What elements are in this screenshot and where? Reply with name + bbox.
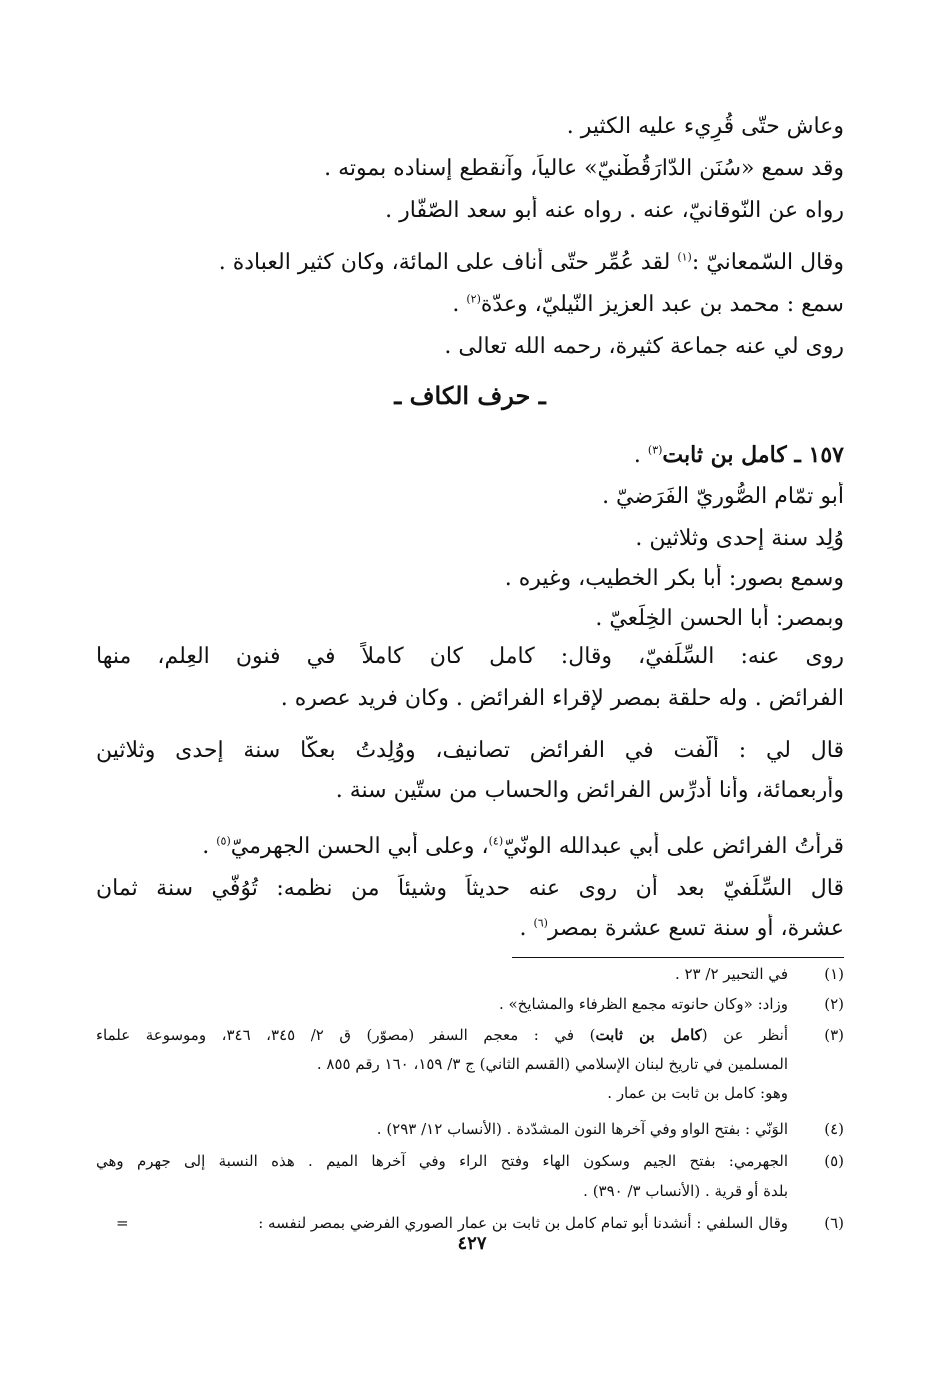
footnote-text (96, 1023, 788, 1047)
text-line: وقد سمع «سُنَن الدّارَقُطْنيّ» عالياً، وآنقطع إسناده بموته . (324, 156, 844, 181)
footnote-ref: (١) (677, 250, 692, 264)
footnote-number: (٣) (824, 1026, 844, 1044)
section-heading: ـ حرف الكاف ـ (394, 381, 546, 410)
text-line (96, 832, 844, 864)
footnote-text-cont: وهو: كامل بن ثابت بن عمار . (607, 1084, 788, 1102)
text-segment: ، وعلى أبي الحسن الجهرميّ (230, 834, 489, 859)
text-segment: سمع : محمد بن عبد العزيز النّيليّ، وعدّة (480, 292, 844, 317)
footnote-text: الجهرمي: بفتح الجيم وسكون الهاء وفتح الراء وفي آخرها الميم . هذه النسبة إلى جهرم وهي (96, 1152, 788, 1170)
footnote-number: (١) (824, 965, 844, 983)
footnote-number: (٦) (824, 1214, 844, 1232)
footnote-text: في التحبير ٢/ ٢٣ . (674, 965, 788, 983)
text-line: قال لي : أُلّفت في الفرائض تصانيف، ووُلِدتُ بعكّا سنة إحدى وثلاثين (96, 738, 844, 763)
text-line (96, 290, 844, 322)
footnote-text: الوَنّي : بفتح الواو وفي آخرها النون المشدّدة . (الأنساب ١٢/ ٢٩٣) . (376, 1120, 788, 1138)
entry-title-line (96, 440, 844, 472)
text-line: وسمع بصور: أبا بكر الخطيب، وغيره . (504, 566, 844, 591)
text-line: أبو تمّام الصُّوريّ الفَرَضيّ . (602, 484, 844, 509)
text-segment: . (452, 292, 467, 317)
text-segment: . (519, 916, 534, 941)
footnote-text: وزاد: «وكان حانوته مجمع الظرفاء والمشايخ» . (498, 995, 788, 1013)
footnote-bold-name: كامل بن ثابت (595, 1026, 702, 1044)
text-line: رواه عن النّوقانيّ، عنه . رواه عنه أبو سعد الصّفّار . (385, 198, 844, 223)
text-segment: . (202, 834, 217, 859)
footnote-text-cont: بلدة أو قرية . (الأنساب ٣/ ٣٩٠) . (583, 1182, 788, 1200)
text-segment: قرأتُ الفرائض على أبي عبدالله الونّيّ (503, 834, 844, 859)
text-segment: لقد عُمِّر حتّى أناف على المائة، وكان كثير العبادة . (218, 250, 678, 275)
footnote-number: (٥) (824, 1152, 844, 1170)
footnote-ref: (٢) (466, 292, 481, 306)
text-line: وأربعمائة، وأنا أدرِّس الفرائض والحساب من ستّين سنة . (335, 778, 844, 803)
footnote-text-cont: المسلمين في تاريخ لبنان الإسلامي (القسم الثاني) ج ٣/ ١٥٩، ١٦٠ رقم ٨٥٥ . (316, 1055, 788, 1073)
footnote-ref: (٤) (488, 834, 504, 848)
footnote-text: وقال السلفي : أنشدنا أبو تمام كامل بن ثابت بن عمار الصوري الفرضي بمصر لنفسه : (258, 1214, 788, 1232)
text-segment: وقال السّمعانيّ : (691, 250, 844, 275)
text-line: روى عنه: السِّلَفيّ، وقال: كامل كان كاملاً في فنون العِلم، منها (96, 644, 844, 669)
footnote-number: (٤) (824, 1120, 844, 1138)
footnote-ref: (٦) (533, 916, 548, 930)
continuation-mark: = (116, 1214, 129, 1232)
text-line: الفرائض . وله حلقة بمصر لإقراء الفرائض . وكان فريد عصره . (280, 686, 844, 711)
text-segment: ) في : معجم السفر (مصوّر) ق ٢/ ٣٤٥، ٣٤٦، وموسوعة علماء (96, 1026, 596, 1044)
footnote-number: (٢) (824, 995, 844, 1013)
entry-title: ١٥٧ ـ كامل بن ثابت (662, 442, 844, 468)
footnote-ref: (٣) (647, 443, 663, 457)
text-line: روى لي عنه جماعة كثيرة، رحمه الله تعالى . (444, 334, 844, 359)
text-segment: أنظر عن ( (701, 1026, 788, 1044)
text-line: وُلِد سنة إحدى وثلاثين . (635, 526, 844, 551)
page-number: ٤٢٧ (457, 1233, 487, 1254)
text-line: وبمصر: أبا الحسن الخِلَعيّ . (595, 606, 844, 631)
footnote-ref: (٥) (216, 834, 231, 848)
text-line: قال السِّلَفيّ بعد أن روى عنه حديثاً وشيئاً من نظمه: تُوُفّي سنة ثمان (96, 876, 844, 901)
text-segment: عشرة، أو سنة تسع عشرة بمصر (547, 916, 844, 941)
footnote-separator (512, 957, 844, 958)
text-segment: . (633, 443, 648, 468)
text-line (96, 248, 844, 280)
text-line: وعاش حتّى قُرِيء عليه الكثير . (566, 114, 844, 139)
text-line (96, 914, 844, 946)
